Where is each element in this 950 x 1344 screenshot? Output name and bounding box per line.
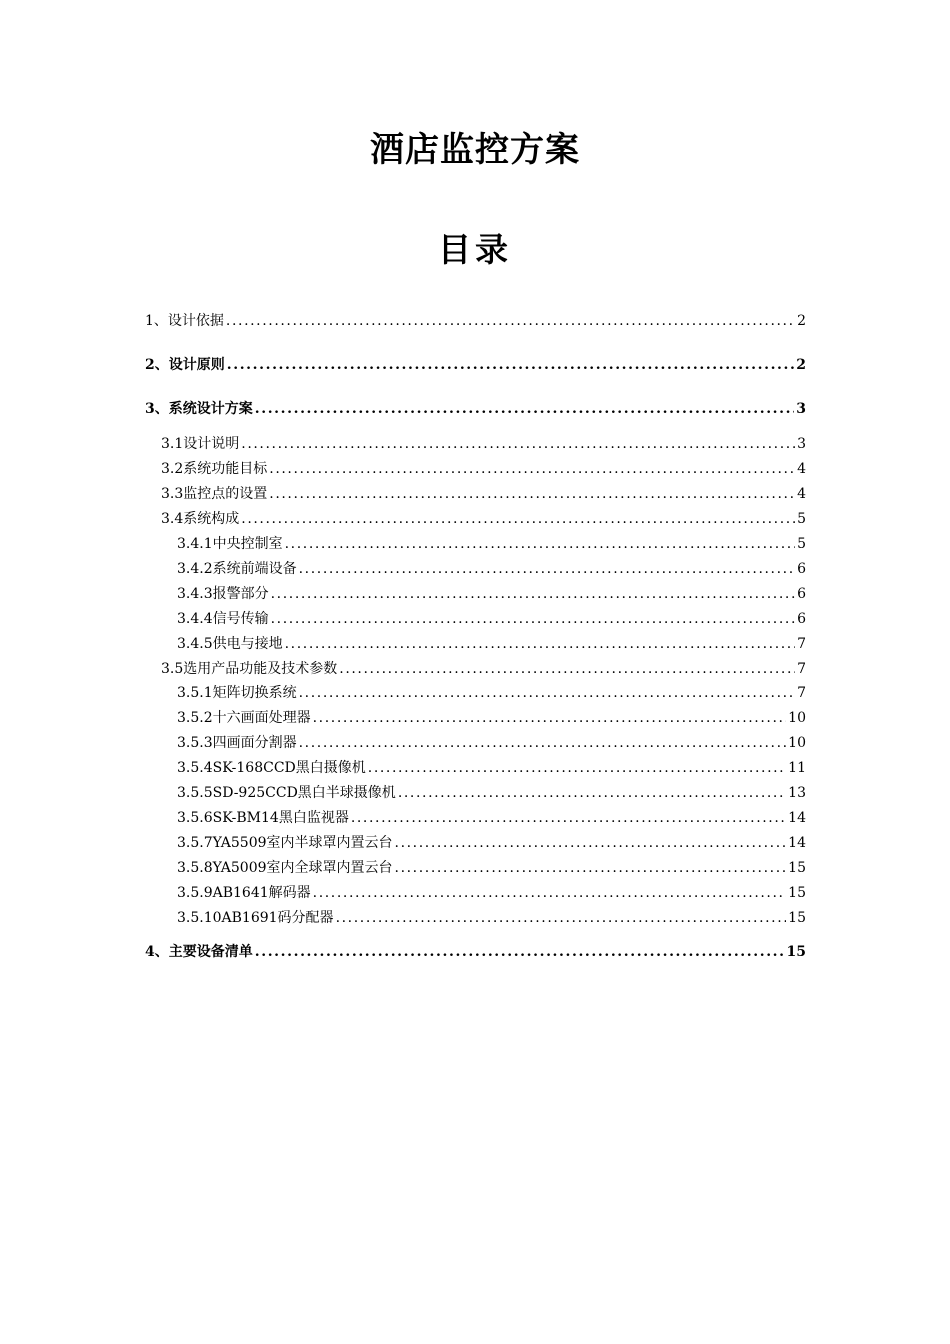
toc-entry-title: 3.4.1中央控制室 <box>177 536 283 552</box>
toc-entry-page-number: 7 <box>797 685 806 701</box>
toc-entry-title: 3.4.2系统前端设备 <box>177 561 297 577</box>
toc-entry-title: 2、设计原则 <box>145 357 225 373</box>
toc-dot-leader <box>313 882 787 904</box>
toc-entry[interactable] <box>177 907 806 929</box>
toc-entry[interactable] <box>177 707 806 729</box>
toc-entry-page-number: 11 <box>788 760 806 776</box>
toc-entry-title: 3.5.8YA5009室内全球罩内置云台 <box>177 860 393 876</box>
toc-entry-title: 3.4.3报警部分 <box>177 586 269 602</box>
toc-dot-leader <box>285 633 795 655</box>
toc-entry-page-number: 5 <box>797 511 806 527</box>
toc-entry-page-number: 10 <box>788 710 806 726</box>
toc-dot-leader <box>299 558 795 580</box>
toc-entry-page-number: 15 <box>788 860 806 876</box>
toc-dot-leader <box>227 354 795 376</box>
toc-dot-leader <box>339 658 795 680</box>
toc-entry-page-number: 4 <box>797 461 806 477</box>
toc-entry[interactable] <box>161 458 806 480</box>
toc-entry[interactable] <box>177 533 806 555</box>
toc-dot-leader <box>269 483 795 505</box>
toc-dot-leader <box>255 941 785 963</box>
toc-entry-page-number: 13 <box>788 785 806 801</box>
toc-entry[interactable] <box>177 682 806 704</box>
toc-entry-page-number: 14 <box>788 835 806 851</box>
toc-entry-title: 3.2系统功能目标 <box>161 461 268 477</box>
toc-entry-page-number: 5 <box>797 536 806 552</box>
toc-entry-title: 3.4.5供电与接地 <box>177 636 283 652</box>
toc-entry-page-number: 15 <box>786 944 806 960</box>
toc-entry-title: 3.4.4信号传输 <box>177 611 269 627</box>
toc-dot-leader <box>299 732 787 754</box>
toc-entry[interactable] <box>177 757 806 779</box>
toc-entry-title: 3.5.2十六画面处理器 <box>177 710 311 726</box>
toc-entry-page-number: 15 <box>788 885 806 901</box>
toc-entry[interactable] <box>177 782 806 804</box>
toc-entry-page-number: 6 <box>797 561 806 577</box>
toc-entry[interactable] <box>161 433 806 455</box>
toc-entry[interactable] <box>177 583 806 605</box>
toc-dot-leader <box>255 398 795 420</box>
toc-dot-leader <box>226 310 795 332</box>
toc-entry[interactable] <box>177 608 806 630</box>
toc-entry-title: 3.5.10AB1691码分配器 <box>177 910 334 926</box>
toc-dot-leader <box>269 458 795 480</box>
toc-entry[interactable] <box>177 857 806 879</box>
toc-entry-title: 4、主要设备清单 <box>145 944 253 960</box>
toc-entry-title: 3.5.5SD-925CCD黑白半球摄像机 <box>177 785 396 801</box>
toc-dot-leader <box>299 682 795 704</box>
toc-entry-page-number: 10 <box>788 735 806 751</box>
toc-entry[interactable] <box>177 558 806 580</box>
toc-entry-title: 3、系统设计方案 <box>145 401 253 417</box>
toc-entry-title: 3.5.4SK-168CCD黑白摄像机 <box>177 760 366 776</box>
toc-entry[interactable] <box>161 658 806 680</box>
toc-entry-title: 3.3监控点的设置 <box>161 486 268 502</box>
toc-dot-leader <box>271 583 795 605</box>
toc-entry-title: 3.4系统构成 <box>161 511 240 527</box>
toc-dot-leader <box>351 807 786 829</box>
toc-entry-title: 3.5选用产品功能及技术参数 <box>161 661 338 677</box>
toc-entry-page-number: 3 <box>797 436 806 452</box>
toc-dot-leader <box>368 757 786 779</box>
toc-dot-leader <box>271 608 795 630</box>
toc-entry[interactable] <box>145 398 806 420</box>
toc-entry-title: 3.5.1矩阵切换系统 <box>177 685 297 701</box>
toc-entry-page-number: 6 <box>797 586 806 602</box>
document-title: 酒店监控方案 <box>370 130 580 170</box>
toc-dot-leader <box>241 508 795 530</box>
toc-entry-page-number: 2 <box>797 313 806 329</box>
toc-entry[interactable] <box>161 508 806 530</box>
toc-dot-leader <box>241 433 795 455</box>
toc-entry-page-number: 2 <box>796 357 806 373</box>
toc-entry-page-number: 7 <box>797 661 806 677</box>
toc-entry-title: 1、设计依据 <box>145 313 224 329</box>
toc-entry-page-number: 15 <box>788 910 806 926</box>
toc-entry-page-number: 6 <box>797 611 806 627</box>
toc-dot-leader <box>285 533 795 555</box>
toc-entry[interactable] <box>177 882 806 904</box>
toc-entry-page-number: 7 <box>797 636 806 652</box>
toc-dot-leader <box>313 707 787 729</box>
toc-entry-title: 3.5.6SK-BM14黑白监视器 <box>177 810 349 826</box>
toc-entry[interactable] <box>145 941 806 963</box>
toc-dot-leader <box>395 832 787 854</box>
toc-entry-page-number: 4 <box>797 486 806 502</box>
toc-entry-page-number: 3 <box>796 401 806 417</box>
toc-dot-leader <box>398 782 786 804</box>
toc-entry[interactable] <box>145 310 806 332</box>
toc-entry[interactable] <box>177 807 806 829</box>
toc-entry-title: 3.1设计说明 <box>161 436 240 452</box>
toc-entry[interactable] <box>145 354 806 376</box>
toc-entry-title: 3.5.9AB1641解码器 <box>177 885 311 901</box>
toc-dot-leader <box>336 907 787 929</box>
toc-heading: 目录 <box>438 230 512 269</box>
toc-entry[interactable] <box>177 633 806 655</box>
toc-entry[interactable] <box>177 832 806 854</box>
toc-entry[interactable] <box>177 732 806 754</box>
toc-entry-title: 3.5.3四画面分割器 <box>177 735 297 751</box>
toc-entry-title: 3.5.7YA5509室内半球罩内置云台 <box>177 835 393 851</box>
toc-entry[interactable] <box>161 483 806 505</box>
toc-entry-page-number: 14 <box>788 810 806 826</box>
toc-dot-leader <box>395 857 787 879</box>
